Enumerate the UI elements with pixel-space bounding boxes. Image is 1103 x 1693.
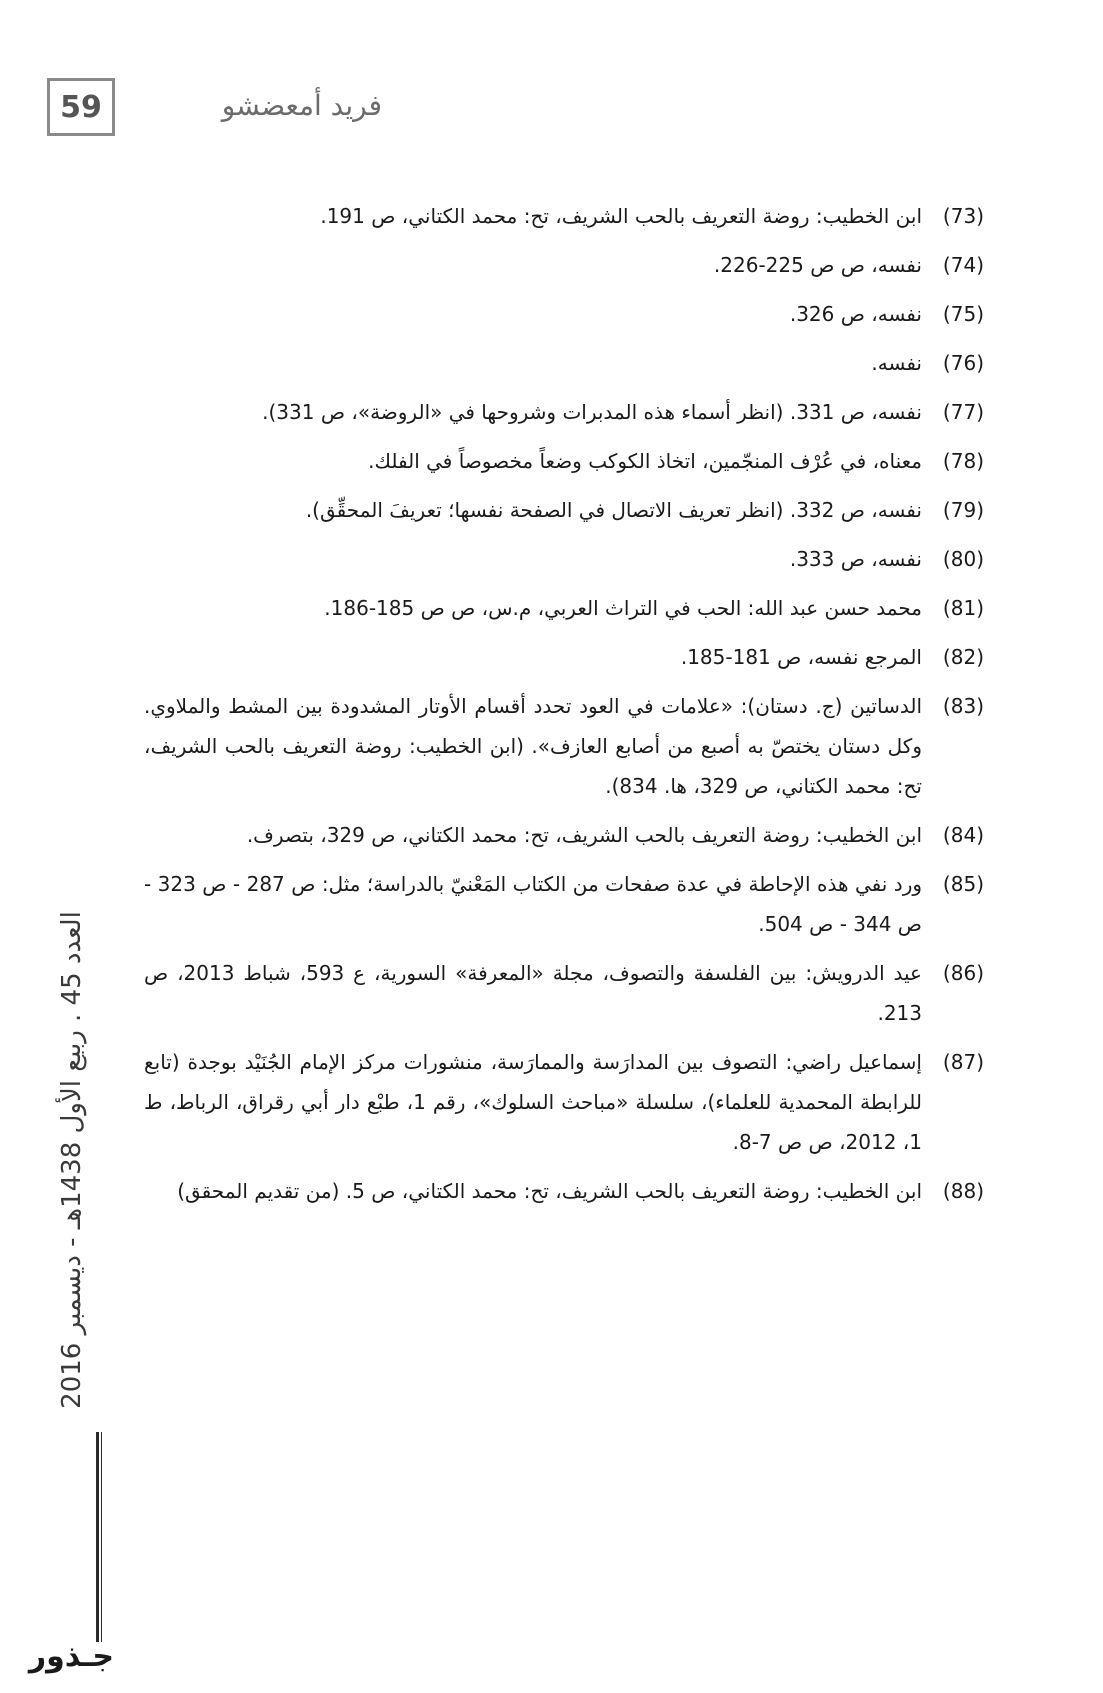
endnote: [144, 441, 984, 481]
endnote-text: نفسه، ص ص 225-226.: [713, 253, 922, 277]
endnote-number: (84): [942, 823, 984, 847]
endnote-text: إسماعيل راضي: التصوف بين المدارَسة والممارَسة، منشورات مركز الإمام الجُنَيْد بوجدة (تابع للرابطة المحمدية للعلماء)، سلسلة «مباحث السلوك»، رقم 1، طبْع دار أبي رقراق، الرباط، ط 1، 2012، ص ص 7-8.: [144, 1050, 923, 1154]
endnote: [144, 637, 984, 677]
endnote: [144, 490, 984, 530]
vertical-rule: [96, 1432, 99, 1642]
endnote-text: الدساتين (ج. دستان): «علامات في العود تحدد أقسام الأوتار المشدودة بين المشط والملاوي. وكل دستان يختصّ به أصبع من أصابع العازف». (ابن الخطيب: روضة التعريف بالحب الشريف، تح: محمد الكتاني، ص 329، ها. 834).: [144, 694, 922, 798]
endnote-text: نفسه، ص 333.: [789, 547, 922, 571]
journal-logo: جـذور: [28, 1639, 114, 1674]
endnote: [144, 815, 984, 855]
issue-caption: العدد 45 . ربيع الأول 1438هـ - ديسمبر 2016: [57, 911, 87, 1409]
endnote-number: (76): [942, 351, 984, 375]
endnote-number: (83): [942, 694, 984, 718]
running-header-author: فريد أمعضشو: [221, 89, 382, 122]
endnote-number: (81): [942, 596, 984, 620]
endnote-text: نفسه، ص 326.: [789, 302, 922, 326]
endnote-number: (77): [942, 400, 984, 424]
endnote: [144, 392, 984, 432]
endnote-text: ورد نفي هذه الإحاطة في عدة صفحات من الكتاب المَعْنيّ بالدراسة؛ مثل: ص 287 - ص 323 - ص 344 - ص 504.: [144, 872, 923, 936]
page-number: 59: [47, 78, 115, 136]
endnote: [144, 864, 984, 944]
endnote-text: ابن الخطيب: روضة التعريف بالحب الشريف، تح: محمد الكتاني، ص 329، بتصرف.: [246, 823, 922, 847]
endnote: [144, 686, 984, 806]
endnote-text: ابن الخطيب: روضة التعريف بالحب الشريف، تح: محمد الكتاني، ص 5. (من تقديم المحقق): [177, 1179, 922, 1203]
endnote-number: (87): [942, 1050, 984, 1074]
endnote-number: (86): [942, 961, 984, 985]
endnote-text: ابن الخطيب: روضة التعريف بالحب الشريف، تح: محمد الكتاني، ص 191.: [320, 204, 922, 228]
endnote-number: (85): [942, 872, 984, 896]
endnotes-list: [144, 196, 984, 1220]
endnote-number: (74): [942, 253, 984, 277]
endnote: [144, 588, 984, 628]
endnote-number: (75): [942, 302, 984, 326]
endnote-text: محمد حسن عبد الله: الحب في التراث العربي، م.س، ص ص 185-186.: [324, 596, 922, 620]
endnote-text: نفسه.: [871, 351, 922, 375]
endnote: [144, 953, 984, 1033]
endnote: [144, 294, 984, 334]
endnote-text: معناه، في عُرْف المنجّمين، اتخاذ الكوكب وضعاً مخصوصاً في الفلك.: [368, 449, 922, 473]
endnote-number: (73): [942, 204, 984, 228]
endnote: [144, 245, 984, 285]
endnote-number: (82): [942, 645, 984, 669]
endnote: [144, 1171, 984, 1211]
endnote-text: عيد الدرويش: بين الفلسفة والتصوف، مجلة «المعرفة» السورية، ع 593، شباط 2013، ص 213.: [144, 961, 922, 1025]
endnote: [144, 1042, 984, 1162]
endnote-number: (80): [942, 547, 984, 571]
endnote: [144, 539, 984, 579]
endnote-number: (88): [942, 1179, 984, 1203]
endnote: [144, 343, 984, 383]
vertical-rule-thin: [101, 1432, 102, 1642]
endnote-text: المرجع نفسه، ص 181-185.: [680, 645, 922, 669]
endnote-number: (79): [942, 498, 984, 522]
endnote: [144, 196, 984, 236]
endnote-number: (78): [942, 449, 984, 473]
endnote-text: نفسه، ص 332. (انظر تعريف الاتصال في الصفحة نفسها؛ تعريفَ المحقِّق).: [305, 498, 922, 522]
endnote-text: نفسه، ص 331. (انظر أسماء هذه المدبرات وشروحها في «الروضة»، ص 331).: [262, 400, 922, 424]
